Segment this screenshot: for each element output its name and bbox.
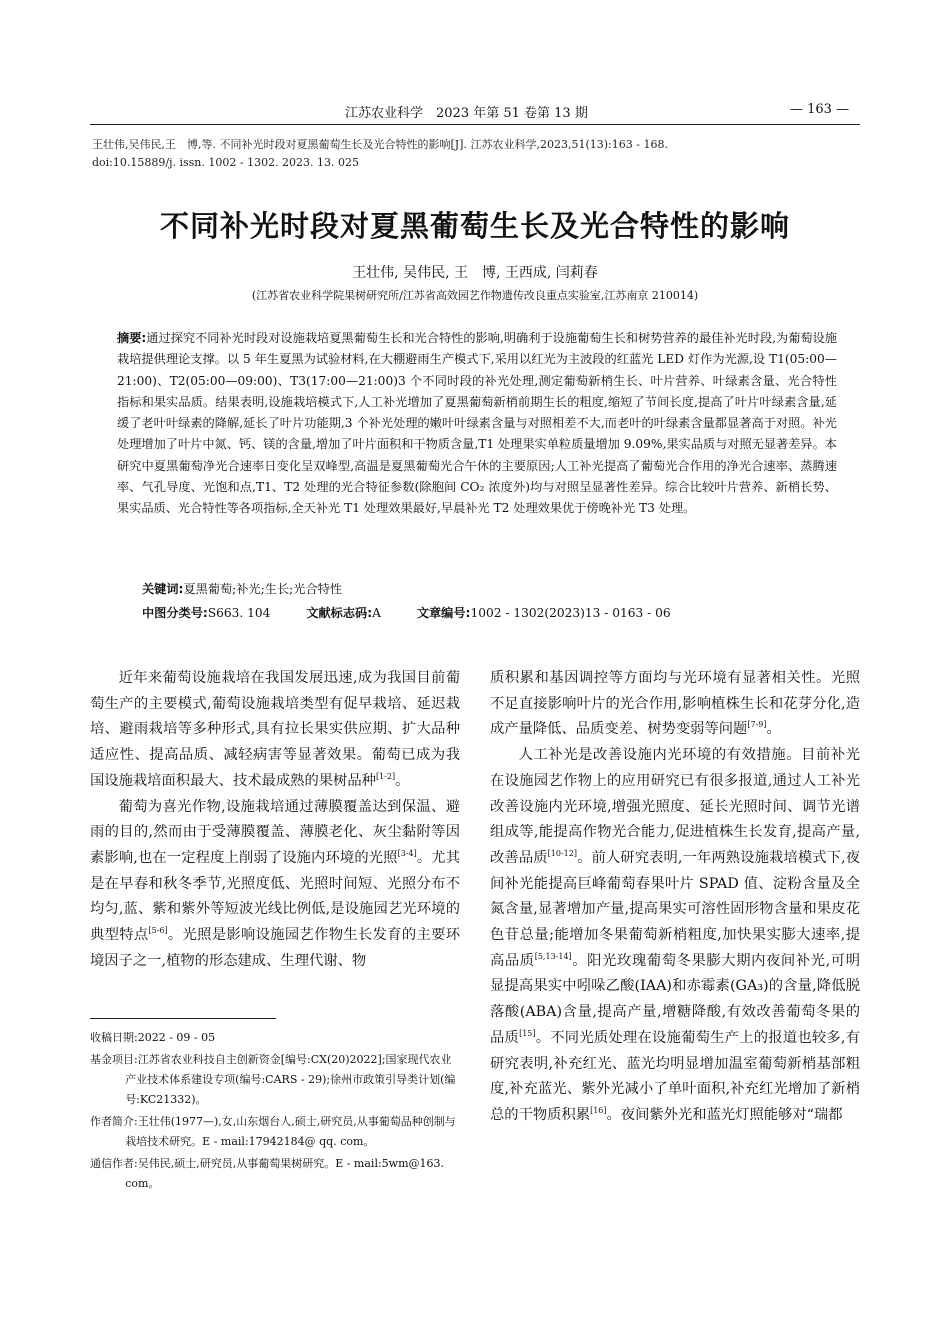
author-list: 王壮伟, 吴伟民, 王 博, 王西成, 闫莉春: [352, 265, 598, 281]
author-bio: 作者简介:王壮伟(1977—),女,山东烟台人,硕士,研究员,从事葡萄品种创制与栽培技术研究。E - mail:17942184@ qq. com。: [90, 1115, 456, 1148]
article-title: 不同补光时段对夏黑葡萄生长及光合特性的影响: [159, 209, 790, 243]
reference-mark: [5,13-14]: [534, 951, 572, 961]
received-date: 收稿日期:2022 - 09 - 05: [90, 1031, 216, 1044]
paragraph: 质积累和基因调控等方面均与光环境有显著相关性。光照不足直接影响叶片的光合作用,影响植株生长和花芽分化,造成产量降低、品质变差、树势变弱等问题[7-9]。: [490, 670, 860, 738]
reference-mark: [3-4]: [397, 849, 417, 859]
keywords-text: 夏黑葡萄;补光;生长;光合特性: [183, 582, 343, 596]
paragraph: 人工补光是改善设施内光环境的有效措施。目前补光在设施园艺作物上的应用研究已有很多报道,通过人工补光改善设施内光环境,增强光照度、延长光照时间、调节光谱组成等,能提高作物光合能力,促进植株生长发育,提高产量,改善品质[10-12]。前人研究表明,一年两熟设施栽培模式下,夜间补光能提高巨峰葡萄春果叶片 SPAD 值、淀粉含量及全氮含量,显著增加产量,提高果实可溶性固形物含量和果皮花色苷总量;能增加冬果葡萄新梢粗度,加快果实膨大速率,提高品质[5,13-14]。阳光玫瑰葡萄冬果膨大期内夜间补光,可明显提高果实中吲哚乙酸(IAA)和赤霉素(GA₃)的含量,降低脱落酸(ABA)含量,提高产量,增糖降酸,有效改善葡萄冬果的品质[15]。不同光质处理在设施葡萄生产上的报道也较多,有研究表明,补充红光、蓝光均明显增加温室葡萄新梢基部粗度,补充蓝光、紫外光减小了单叶面积,补充红光增加了新梢总的干物质积累[16]。夜间紫外光和蓝光灯照能够对“瑞都: [490, 747, 861, 1123]
clc-value: S663. 104: [207, 606, 271, 620]
reference-mark: [16]: [590, 1106, 607, 1116]
body-left-column: [90, 666, 460, 974]
header-rule: [90, 124, 860, 125]
citation-line: 王壮伟,吴伟民,王 博,等. 不同补光时段对夏黑葡萄生长及光合特性的影响[J]. 江苏农业科学,2023,51(13):163 - 168.: [92, 138, 668, 151]
reference-mark: [1-2]: [375, 772, 396, 782]
article-number-label: 文章编号:: [416, 606, 471, 620]
classification-line: [142, 604, 842, 621]
affiliation: (江苏省农业科学院果树研究所/江苏省高效园艺作物遗传改良重点实验室,江苏南京 210014): [251, 289, 699, 302]
doc-code-value: A: [372, 606, 381, 620]
doi-line: doi:10.15889/j. issn. 1002 - 1302. 2023. 13. 025: [92, 156, 360, 169]
body-right-column: [490, 666, 860, 1129]
abstract-text: 通过探究不同补光时段对设施栽培夏黑葡萄生长和光合特性的影响,明确利于设施葡萄生长和树势营养的最佳补光时段,为葡萄设施栽培提供理论支撑。以 5 年生夏黑为试验材料,在大棚避雨生产模式下,采用以红光为主波段的红蓝光 LED 灯作为光源,设 T1(05:00—21:00)、T2(05:00—09:00)、T3(17:00—21:00)3 个不同时段的补光处理,测定葡萄新梢生长、叶片营养、叶绿素含量、光合特性指标和果实品质。结果表明,设施栽培模式下,人工补光增加了夏黑葡萄新梢前期生长的粗度,缩短了节间长度,提高了叶片叶绿素含量,延缓了老叶叶绿素的降解,延长了叶片功能期,3 个补光处理的嫩叶叶绿素含量与对照相差不大,而老叶的叶绿素含量都显著高于对照。补光处理增加了叶片中氮、钙、镁的含量,增加了叶片面积和干物质含量,T1 处理果实单粒质量增加 9.09%,果实品质与对照无显著差异。本研究中夏黑葡萄净光合速率日变化呈双峰型,高温是夏黑葡萄光合午休的主要原因;人工补光提高了葡萄光合作用的净光合速率、蒸腾速率、气孔导度、光饱和点,T1、T2 处理的光合特征参数(除胞间 CO₂ 浓度外)均与对照呈显著性差异。综合比较叶片营养、新梢长势、果实品质、光合特性等各项指标,全天补光 T1 处理效果最好,早晨补光 T2 处理效果优于傍晚补光 T3 处理。: [117, 331, 837, 516]
reference-mark: [5-6]: [148, 926, 168, 936]
journal-info: 江苏农业科学 2023 年第 51 卷第 13 期: [345, 106, 588, 121]
citation-block: [92, 136, 862, 172]
funding-note: 基金项目:江苏省农业科技自主创新资金[编号:CX(20)2022];国家现代农业产业技术体系建设专项(编号:CARS - 29);徐州市政策引导类计划(编号:KC21332)。: [90, 1053, 456, 1106]
keywords-label: 关键词:: [142, 582, 184, 596]
article-number-value: 1002 - 1302(2023)13 - 0163 - 06: [470, 606, 671, 620]
footnote-rule: [90, 1018, 276, 1019]
footnotes: [90, 1028, 462, 1196]
paragraph: 近年来葡萄设施栽培在我国发展迅速,成为我国目前葡萄生产的主要模式,葡萄设施栽培类型有促早栽培、延迟栽培、避雨栽培等多种形式,具有拉长果实供应期、扩大品种适应性、提高品质、减轻病害等显著效果。葡萄已成为我国设施栽培面积最大、技术最成熟的果树品种[1-2]。: [90, 670, 460, 789]
reference-mark: [10-12]: [547, 849, 577, 859]
paragraph: 葡萄为喜光作物,设施栽培通过薄膜覆盖达到保温、避雨的目的,然而由于受薄膜覆盖、薄膜老化、灰尘黏附等因素影响,也在一定程度上削弱了设施内环境的光照[3-4]。尤其是在早春和秋冬季节,光照度低、光照时间短、光照分布不均匀,蓝、紫和紫外等短波光线比例低,是设施园艺光环境的典型特点[5-6]。光照是影响设施园艺作物生长发育的主要环境因子之一,植物的形态建成、生理代谢、物: [90, 798, 461, 969]
clc-label: 中图分类号:: [142, 606, 208, 620]
abstract: [117, 328, 837, 520]
keywords: [142, 580, 842, 597]
corresponding-author: 通信作者:吴伟民,硕士,研究员,从事葡萄果树研究。E - mail:5wm@163. com。: [90, 1157, 445, 1190]
doc-code-label: 文献标志码:: [306, 606, 373, 620]
reference-mark: [15]: [519, 1029, 536, 1039]
reference-mark: [7-9]: [747, 720, 767, 730]
abstract-label: 摘要:: [117, 331, 147, 345]
page-number: — 163 —: [790, 102, 850, 117]
